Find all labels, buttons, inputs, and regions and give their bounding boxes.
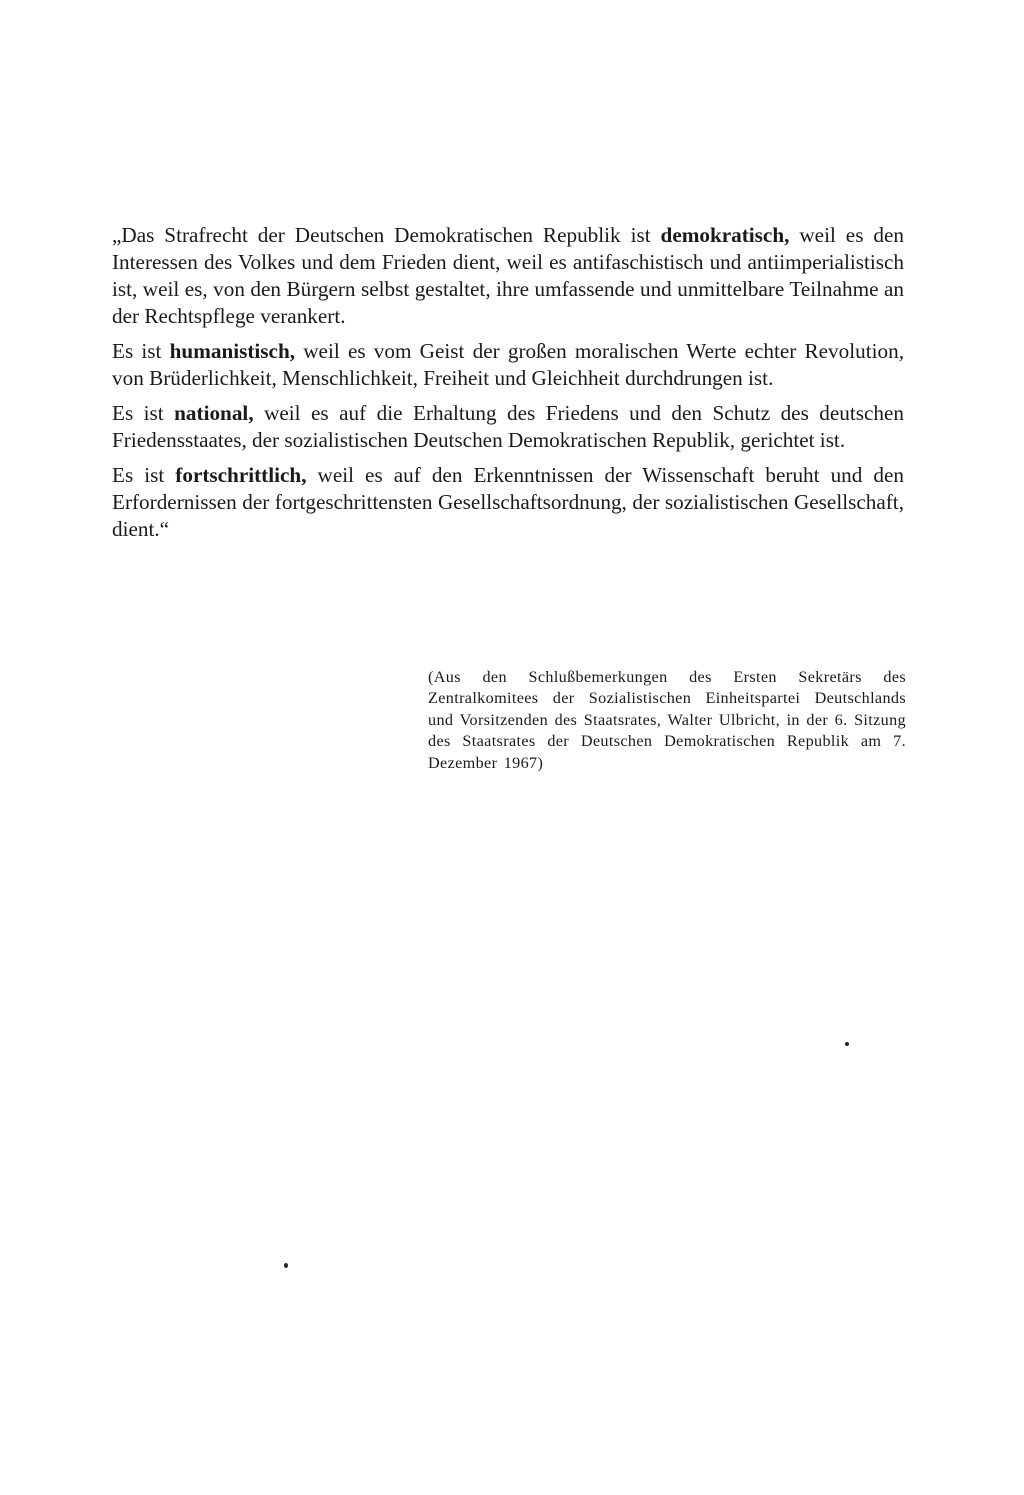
emphasis-progressive: fortschrittlich, bbox=[175, 463, 307, 487]
emphasis-national: national, bbox=[174, 401, 254, 425]
quote-block bbox=[112, 222, 904, 551]
quote-paragraph-national: Es ist national, weil es auf die Erhaltung des Friedens und den Schutz des deutschen Friedensstaates, der sozialistischen Deutschen Demokratischen Republik, gerichtet ist. bbox=[112, 401, 904, 452]
quote-paragraph-democratic: „Das Strafrecht der Deutschen Demokratischen Republik ist demokratisch, weil es den Interessen des Volkes und dem Frieden dient, weil es antifaschistisch und antiimperialistisch ist, weil es, von den Bürgern selbst gestaltet, ihre umfassende und unmittelbare Teilnahme an der Rechtspflege verankert. bbox=[112, 223, 904, 328]
emphasis-humanistic: humanistisch, bbox=[169, 339, 296, 363]
quote-paragraph-progressive: Es ist fortschrittlich, weil es auf den Erkenntnissen der Wissenschaft beruht und den Erfordernissen der fortgeschrittensten Gesellschaftsordnung, der sozialistischen Gesellschaft, dient.“ bbox=[112, 463, 904, 541]
source-citation: (Aus den Schlußbemerkungen des Ersten Sekretärs des Zentralkomitees der Sozialistischen Einheitspartei Deutschlands und Vorsitzenden des Staatsrates, Walter Ulbricht, in der 6. Sitzung des Staatsrates der Deutschen Demokratischen Republik am 7. Dezember 1967) bbox=[428, 668, 906, 772]
quote-paragraph-humanistic: Es ist humanistisch, weil es vom Geist der großen moralischen Werte echter Revolution, von Brüderlichkeit, Menschlichkeit, Freiheit und Gleichheit durchdrungen ist. bbox=[112, 339, 904, 390]
print-speck bbox=[284, 1263, 288, 1268]
emphasis-democratic: demokratisch, bbox=[660, 223, 790, 247]
print-speck bbox=[845, 1042, 849, 1046]
